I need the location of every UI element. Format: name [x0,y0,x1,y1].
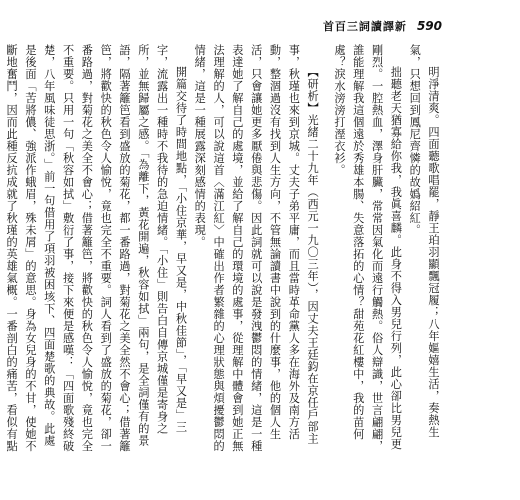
paragraph-1: 明淨清爽。四面聽歌唱罷，靜王珀羽顯飄冠履；八年嫗嬉生活，奏熱生氣，只想回到鳳尼齊憐的故嬀紹紅。 [408,44,440,439]
page-header [323,18,442,34]
paragraph-2: 拙聽老天猶寡給你我，我眞喜麟。此身不得入男兒行列，此心卻比男兒更剛烈。一腔熱血，澤身肝臟，常常因氣化而遠行觸熱。俗人辯識，世言翩翩，誰能理解我這個遠於秀雄本腸、失意落拓的心情？甜苑花紅樓中，我的苗何處？淚水滂滂打溼衣衫。 [332,44,403,452]
document-body [5,44,442,454]
paragraph-gap [321,44,329,454]
running-title: 首百三詞讀譯新 [322,20,407,33]
page-number: 590 [416,19,442,33]
paragraph-3: 【研析】光緒二十九年（西元一九〇三年），因丈夫王廷鈞在京任戶部主事，秋瑾也來到京城。丈夫子弟平庸，而且當時革命黨人多在海外及南方活動，整涸過沒有找到人生方向，不管無論讀書中說到的什麼事，他的個人生活，只會讓她更多厭倦與悲傷。因此詞就可以說是發洩鬱悶的情緒，這是一種表達她了解自己的處境，並給了解自己的環境的處事，從理解中體會到她正無法理解的人，可以說這首〈滿江紅〉中確出作者繁雜的心理狀態與煩擾鬱悶的情緒，這是一種展露深刻感情的表現。 [193,44,320,452]
paragraph-4: 開篇交待了時間地點，「小住京華，早又是，中秋佳節」，「早又是」三字，流露出一種時不我待的急迫情緒。「小住」則告白自傳京城僅是寄身之所，並無歸屬之感。「為離下，黃花開遍，秋容如拭」兩句，是全詞僅有的景語，隔著籬笆看到盛放的菊花，都一番路過，對菊花之美全然不會心；借著籬笆，將歡快的秋色令人愉悅，竟也完全不重要。詞人看到了盛放的菊花，卻一番路過，對菊花之美全不會心；借著籬笆，將歡快的秋色令人愉悅，竟也完全不重要。只用一句「秋容如拭」敷衍了事，接下來便是感嘆：「四面歌殘終破楚，八年風味徒思浙。」前一句借用了項羽被困垓下、四面楚歌的典故。此處是後面「苦將儂、強派作蛾眉，殊未屑」的意思。身為女兒身的不甘，使她不斷地奮鬥，因而此種反抗成就了秋瑾的英雄氣概。一番剖白的痛苦，看似有點 [5,44,188,452]
